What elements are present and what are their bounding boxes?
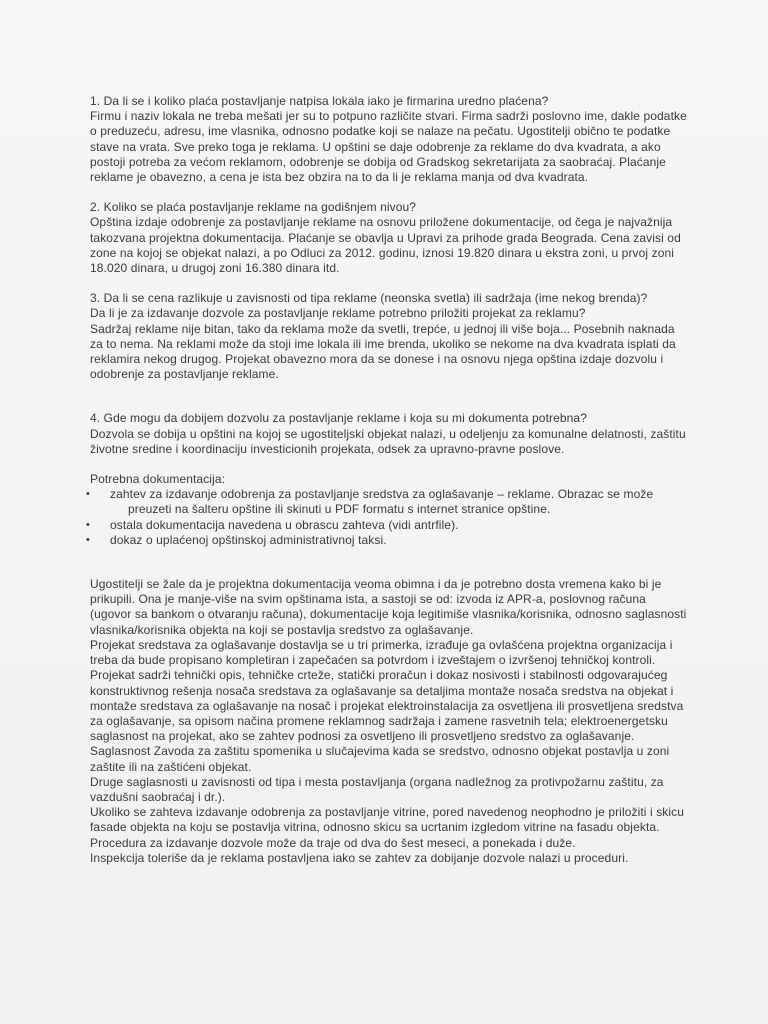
closing-paragraph: Ugostitelji se žale da je projektna dokumentacija veoma obimna i da je potrebno dosta vremena kako bi je prikupili. Ona je manje-više na svim opštinama ista, a sastoji se od: izvoda iz APR-a, poslovnog računa (ugovor sa bankom o otvaranju računa), dokumentacije koja legitimiše vlasnika/korisnika, odnosno saglasnosti vlasnika/korisnika objekta na koji se postavlja sredstvo za oglašavanje. [90, 577, 687, 637]
closing-paragraph: Inspekcija toleriše da je reklama postavljena iako se zahtev za dobijanje dozvole nalazi u proceduri. [90, 850, 629, 865]
spacer [90, 548, 690, 577]
documentation-heading: Potrebna dokumentacija: [90, 472, 226, 487]
spacer [90, 276, 690, 291]
list-item [86, 487, 690, 517]
documentation-list [86, 487, 690, 548]
list-item-text: zahtev za izdavanje odobrenja za postavljanje sredstva za oglašavanje – reklame. Obrazac se može preuzeti na šalteru opštine ili skinuti u PDF formatu s internet stranice opštine. [110, 487, 654, 517]
answer-4: Dozvola se dobija u opštini na kojoj se ugostiteljski objekat nalazi, u odeljenju za komunalne delatnosti, zaštitu životne sredine i koordinaciju investicionih projekata, odsek za upravno-pravne poslove. [90, 426, 686, 456]
closing-paragraph: Ukoliko se zahteva izdavanje odobrenja za postavljanje vitrine, pored navedenog neophodno je priložiti i skicu fasade objekta na koju se postavlja vitrina, odnosno skicu sa ucrtanim izgledom vitrine na fasadu objekta. Procedura za izdavanje dozvole može da traje od dva do šest meseci, a ponekada i duže. [90, 805, 685, 850]
question-1: 1. Da li se i koliko plaća postavljanje natpisa lokala iako je firmarina uredno plaćena? [90, 94, 549, 108]
answer-1: Firmu i naziv lokala ne treba mešati jer su to potpuno različite stvari. Firma sadrži poslovno ime, dakle podatke o preduzeću, adresu, ime vlasnika, odnosno podatke koji se nalaze na pečatu. Ugostitelji obično te podatke stave na vrata. Sve preko toga je reklama. U opštini se daje odobrenje za reklame do dva kvadrata, a ako postoji potreba za većom reklamom, odobrenje se dobija od Gradskog sekretarijata za saobraćaj. Plaćanje reklame je obavezno, a cena je ista bez obzira na to da li je reklama manja od dva kvadrata. [90, 109, 687, 185]
closing-paragraph: Saglasnost Zavoda za zaštitu spomenika u slučajevima kada se sredstvo, odnosno objekat postavlja u zoni zaštite ili na zaštićeni objekat. [90, 744, 670, 774]
answer-3: Sadržaj reklame nije bitan, tako da reklama može da svetli, trepće, u jednoj ili više boja... Posebnih naknada za to nema. Na reklami može da stoji ime lokala ili ime brenda, ukoliko se nekome na dva kvadrata isplati da reklamira nekog drugog. Projekat obavezno mora da se donese i na osnovu njega opština izdaje dozvolu i odobrenje za postavljanje reklame. [90, 321, 676, 382]
answer-2: Opština izdaje odobrenje za postavljanje reklame na osnovu priložene dokumentacije, od čega je najvažnija takozvana projektna dokumentacija. Plaćanje se obavlja u Upravi za prihode grada Beograda. Cena zavisi od zone na kojoj se objekat nalazi, a po Odluci za 2012. godinu, iznosi 19.820 dinara u ekstra zoni, u prvoj zoni 18.020 dinara, u drugoj zoni 16.380 dinara itd. [90, 215, 681, 276]
document-body [86, 94, 690, 866]
closing-paragraph: Projekat sadrži tehnički opis, tehničke crteže, statički proračun i dokaz nosivosti i stabilnosti odgovarajućeg konstruktivnog rešenja nosača sredstava za oglašavanje sa detaljima montaže nosača sredstva na objekat i montaže sredstava za oglašavanje na nosač i projekat elektroinstalacija za osvetljena ili prosvetljena sredstva za oglašavanje, sa opisom načina promene reklamnog sadržaja i zamene rasvetnih tela; elektroenergetsku saglasnost na projekat, ako se zahtev podnosi za osvetljeno ili prosvetljeno sredstvo za oglašavanje. [90, 668, 684, 744]
bullet-icon: • [86, 518, 90, 531]
spacer [90, 457, 690, 472]
closing-paragraph: Projekat sredstava za oglašavanje dostavlja se u tri primerka, izrađuje ga ovlašćena projektna organizacija i treba da bude propisano kompletiran i zapečaćen sa potvrdom i izveštajem o izvršenoj tehničkoj kontroli. [90, 637, 673, 668]
bullet-icon: • [86, 488, 90, 501]
list-item [86, 532, 690, 548]
bullet-icon: • [86, 533, 90, 546]
question-3-part-2: Da li je za izdavanje dozvole za postavljanje reklame potrebno priložiti projekat za reklamu? [90, 306, 586, 321]
question-3: 3. Da li se cena razlikuje u zavisnosti od tipa reklame (neonska svetla) ili sadržaja (ime nekog brenda)? [90, 291, 648, 306]
list-item-text: dokaz o uplaćenoj opštinskoj administrativnoj taksi. [110, 532, 387, 547]
question-2: 2. Koliko se plaća postavljanje reklame na godišnjem nivou? [90, 200, 417, 215]
list-item [86, 517, 690, 533]
list-item-text: ostala dokumentacija navedena u obrascu zahteva (vidi antrfile). [110, 517, 459, 532]
closing-paragraph: Druge saglasnosti u zavisnosti od tipa i mesta postavljanja (organa nadležnog za protivpožarnu zaštitu, za vazdušni saobraćaj i dr.). [90, 774, 664, 804]
spacer [90, 185, 690, 200]
question-4: 4. Gde mogu da dobijem dozvolu za postavljanje reklame i koja su mi dokumenta potrebna? [90, 411, 587, 426]
spacer [90, 382, 690, 411]
